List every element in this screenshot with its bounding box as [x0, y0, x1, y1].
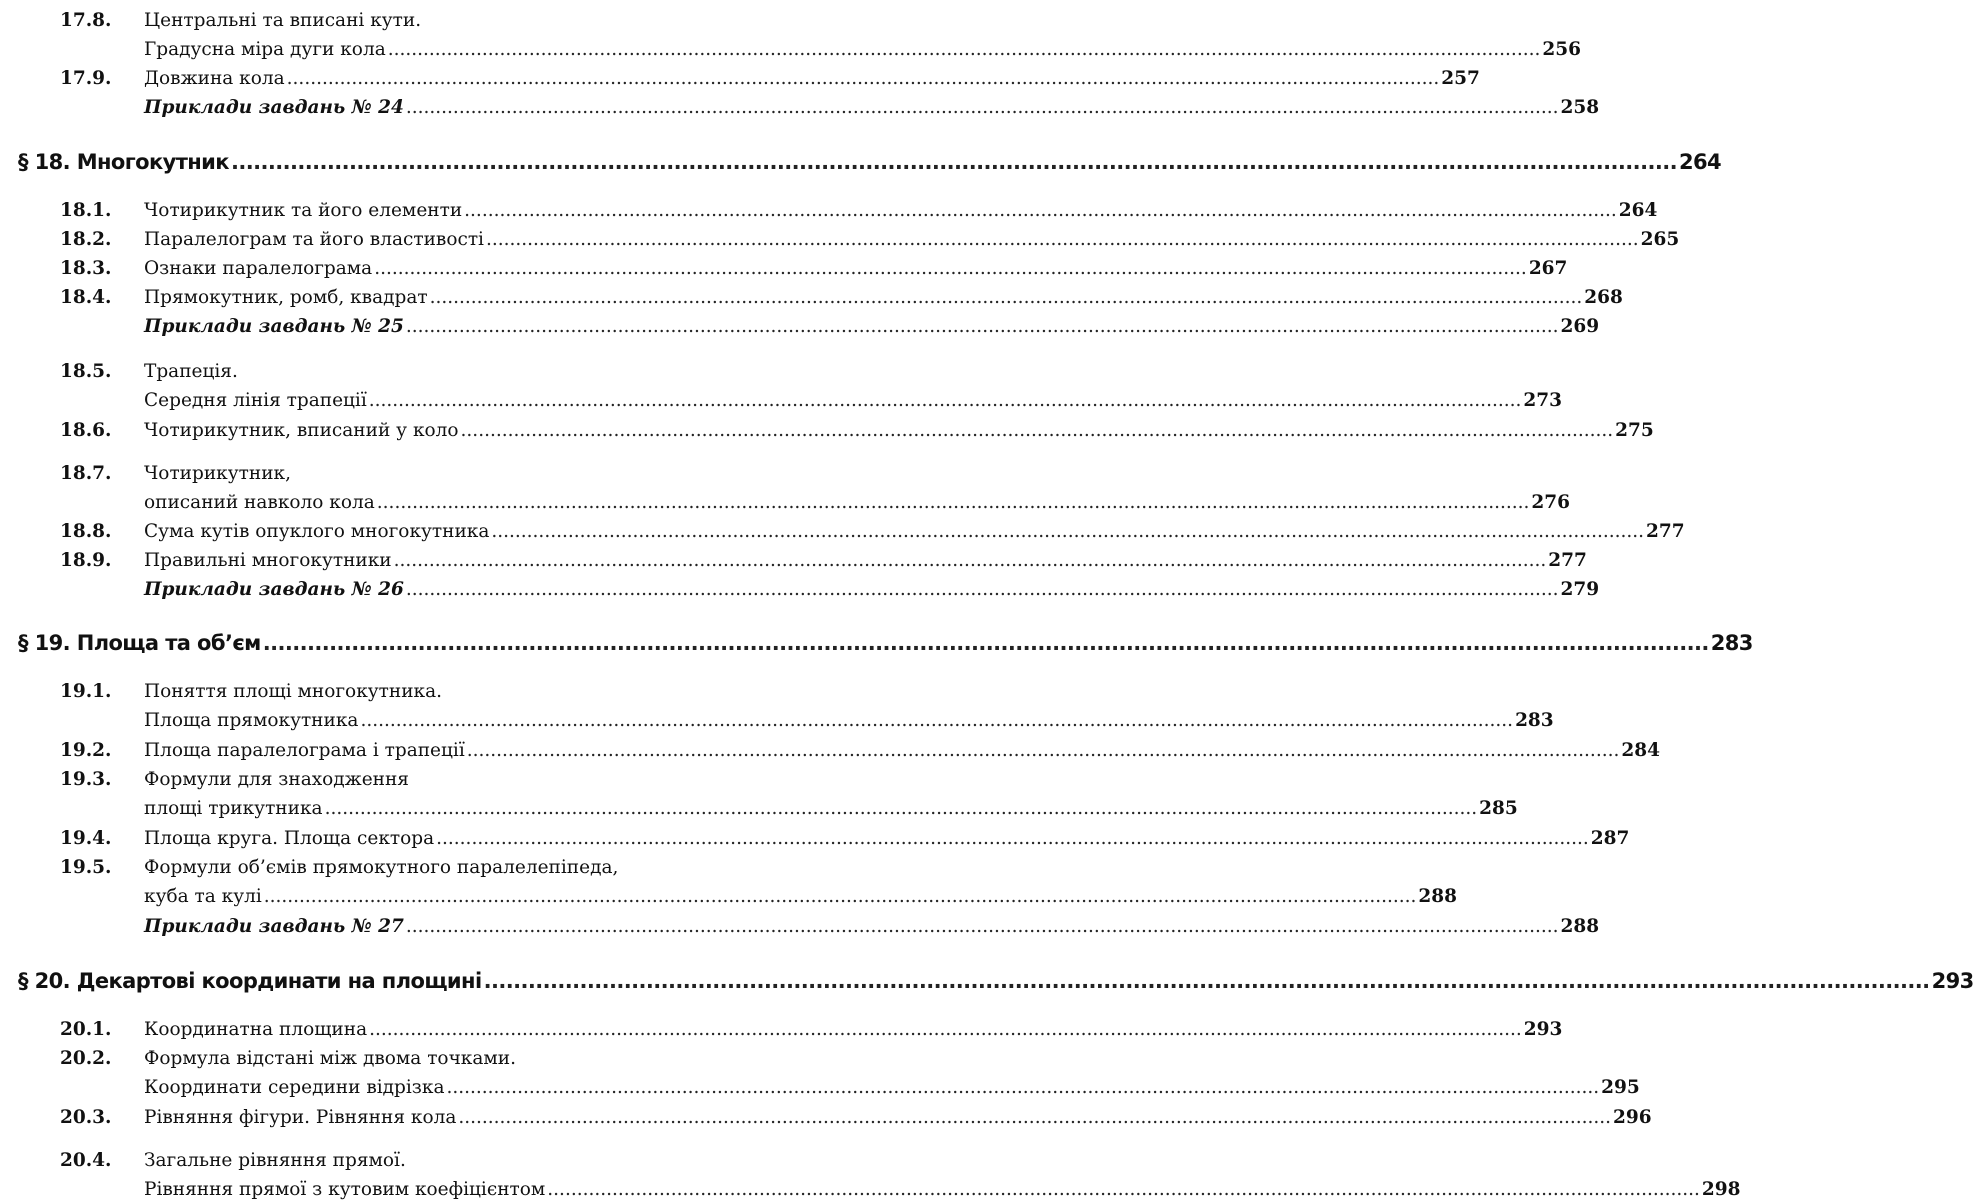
- page-number: 283: [1515, 710, 1554, 731]
- toc-entry[interactable]: [60, 459, 1571, 517]
- entry-number: 19.5.: [60, 857, 112, 878]
- entry-body: [144, 765, 1518, 823]
- entry-body: [144, 853, 1457, 911]
- entry-number: 18.8.: [60, 521, 112, 542]
- page-number: 277: [1548, 550, 1587, 571]
- dot-leader: ....................................................................................................................................................................................................: [376, 492, 1530, 513]
- entry-title: Сума кутів опуклого многокутника: [144, 521, 490, 542]
- entry-number: 19.1.: [60, 681, 112, 702]
- entry-number: 18.7.: [60, 463, 112, 484]
- entry-line: [144, 225, 1680, 254]
- entry-title: Формули об’ємів прямокутного паралелепіпеда,: [144, 857, 619, 878]
- entry-body: [144, 93, 1600, 122]
- entry-body: [144, 824, 1630, 853]
- dot-leader: ....................................................................................................................................................................................................: [460, 420, 1614, 441]
- entry-title-continued: Координати середини відрізка: [144, 1077, 445, 1098]
- entry-line: [144, 882, 1457, 911]
- entry-body: [144, 254, 1568, 283]
- entry-body: [144, 6, 1581, 64]
- entry-line: [144, 312, 1600, 341]
- entry-body: [144, 1044, 1640, 1102]
- entry-title: Приклади завдань № 25: [144, 316, 404, 337]
- entry-number: 20.4.: [60, 1150, 112, 1171]
- examples-entry[interactable]: [60, 912, 1600, 941]
- entry-title-continued: Градусна міра дуги кола: [144, 39, 386, 60]
- entry-line: [144, 64, 1480, 93]
- entry-body: [144, 575, 1600, 604]
- entry-line: [144, 1073, 1640, 1102]
- toc-entry[interactable]: [60, 64, 1480, 93]
- entry-title: Формули для знаходження: [144, 769, 409, 790]
- examples-entry[interactable]: [60, 312, 1600, 341]
- entry-body: [144, 459, 1571, 517]
- entry-body: [144, 517, 1685, 546]
- entry-body: [144, 64, 1480, 93]
- entry-body: [144, 546, 1587, 575]
- entry-number: 20.1.: [60, 1019, 112, 1040]
- dot-leader: ....................................................................................................................................................................................................: [324, 798, 1478, 819]
- toc-entry[interactable]: [60, 853, 1457, 911]
- entry-number: 18.4.: [60, 287, 112, 308]
- entry-line: [144, 386, 1562, 415]
- entry-number: 19.3.: [60, 769, 112, 790]
- dot-leader: ....................................................................................................................................................................................................: [429, 287, 1583, 308]
- entry-line: [144, 488, 1571, 517]
- section-heading[interactable]: [18, 969, 1974, 993]
- page-number: 265: [1640, 229, 1680, 250]
- entry-number: 17.8.: [60, 10, 112, 31]
- entry-title-continued: площі трикутника: [144, 798, 323, 819]
- entry-body: [144, 312, 1600, 341]
- toc-entry[interactable]: [60, 225, 1680, 254]
- entry-title: Чотирикутник та його елементи: [144, 200, 463, 221]
- dot-leader: ....................................................................................................................................................................................................: [446, 1077, 1600, 1098]
- entry-line: [144, 283, 1623, 312]
- toc-entry[interactable]: [60, 254, 1568, 283]
- entry-line: [144, 912, 1600, 941]
- entry-line: [144, 416, 1654, 445]
- page-number: 275: [1615, 420, 1654, 441]
- entry-title: Рівняння фігури. Рівняння кола: [144, 1107, 457, 1128]
- entry-number: 20.2.: [60, 1048, 112, 1069]
- entry-body: [144, 416, 1654, 445]
- entry-title: Прямокутник, ромб, квадрат: [144, 287, 428, 308]
- toc-entry[interactable]: [60, 1103, 1652, 1132]
- entry-body: [144, 1103, 1652, 1132]
- page-number: 264: [1678, 150, 1721, 174]
- toc-entry[interactable]: [60, 6, 1581, 64]
- dot-leader: ....................................................................................................................................................................................................: [393, 550, 1547, 571]
- entry-title-continued: Площа прямокутника: [144, 710, 359, 731]
- entry-body: [144, 225, 1680, 254]
- entry-title-continued: Рівняння прямої з кутовим коефіцієнтом: [144, 1179, 546, 1200]
- entry-title-continued: куба та кулі: [144, 886, 262, 907]
- entry-title: Приклади завдань № 27: [144, 916, 404, 937]
- toc-entry[interactable]: [60, 677, 1554, 735]
- entry-title: Ознаки паралелограма: [144, 258, 373, 279]
- entry-line: [144, 459, 782, 488]
- entry-title-continued: описаний навколо кола: [144, 492, 375, 513]
- toc-entry[interactable]: [60, 546, 1587, 575]
- dot-leader: ....................................................................................................................................................................................................: [464, 200, 1617, 221]
- page-number: 279: [1560, 579, 1600, 600]
- entry-number: 19.4.: [60, 828, 112, 849]
- entry-number: 19.2.: [60, 740, 112, 761]
- dot-leader: ....................................................................................................................................................................................................: [491, 521, 1644, 542]
- entry-number: 18.6.: [60, 420, 112, 441]
- examples-entry[interactable]: [60, 93, 1600, 122]
- entry-number: 18.5.: [60, 361, 112, 382]
- toc-entry[interactable]: [60, 416, 1654, 445]
- page-number: 283: [1710, 631, 1753, 655]
- page-number: 264: [1618, 200, 1658, 221]
- entry-title-continued: Середня лінія трапеції: [144, 390, 367, 411]
- section-title: § 19. Площа та об’єм: [18, 631, 261, 655]
- toc-entry[interactable]: [60, 1015, 1563, 1044]
- toc-entry[interactable]: [60, 517, 1685, 546]
- page-number: 287: [1590, 828, 1630, 849]
- section-title: § 20. Декартові координати на площині: [18, 969, 482, 993]
- section-title: § 18. Многокутник: [18, 150, 229, 174]
- page-number: 256: [1542, 39, 1581, 60]
- entry-title: Координатна площина: [144, 1019, 368, 1040]
- page-number: 285: [1479, 798, 1518, 819]
- entry-line: [144, 1044, 782, 1073]
- entry-title: Центральні та вписані кути.: [144, 10, 422, 31]
- toc-entry[interactable]: [60, 1044, 1640, 1102]
- dot-leader: ....................................................................................................................................................................................................: [436, 828, 1589, 849]
- dot-leader: ....................................................................................................................................................................................................: [458, 1107, 1611, 1128]
- entry-number: 18.1.: [60, 200, 112, 221]
- page-number: 293: [1931, 969, 1974, 993]
- entry-line: [144, 575, 1600, 604]
- dot-leader: ....................................................................................................................................................................................................: [405, 579, 1559, 600]
- dot-leader: ....................................................................................................................................................................................................: [263, 886, 1417, 907]
- page-number: 277: [1646, 521, 1685, 542]
- entry-line: [144, 357, 782, 386]
- page-number: 273: [1523, 390, 1562, 411]
- entry-line: [144, 35, 1581, 64]
- entry-title: Чотирикутник, вписаний у коло: [144, 420, 459, 441]
- page-number: 268: [1584, 287, 1623, 308]
- toc-entry[interactable]: [60, 765, 1518, 823]
- entry-body: [144, 736, 1660, 765]
- entry-body: [144, 677, 1554, 735]
- entry-title: Трапеція.: [144, 361, 238, 382]
- entry-number: 18.3.: [60, 258, 112, 279]
- entry-title: Довжина кола: [144, 68, 285, 89]
- dot-leader: ....................................................................................................................................................................................................: [230, 150, 1677, 174]
- page-number: 288: [1560, 916, 1600, 937]
- entry-title: Загальне рівняння прямої.: [144, 1150, 406, 1171]
- entry-title: Правильні многокутники: [144, 550, 392, 571]
- entry-line: [144, 1146, 782, 1175]
- entry-number: 20.3.: [60, 1107, 112, 1128]
- entry-body: [144, 357, 1562, 415]
- dot-leader: ....................................................................................................................................................................................................: [387, 39, 1541, 60]
- entry-title: Площа паралелограма і трапеції: [144, 740, 465, 761]
- dot-leader: ....................................................................................................................................................................................................: [547, 1179, 1700, 1200]
- entry-line: [144, 824, 1630, 853]
- entry-line: [144, 765, 782, 794]
- toc-entry[interactable]: [60, 357, 1562, 415]
- section-heading[interactable]: [18, 150, 1721, 174]
- entry-body: [144, 1015, 1563, 1044]
- entry-body: [144, 912, 1600, 941]
- entry-line: [144, 1015, 1563, 1044]
- dot-leader: ....................................................................................................................................................................................................: [374, 258, 1527, 279]
- entry-line: [144, 794, 1518, 823]
- page-number: 276: [1531, 492, 1571, 513]
- dot-leader: ....................................................................................................................................................................................................: [485, 229, 1639, 250]
- entry-title: Площа круга. Площа сектора: [144, 828, 435, 849]
- entry-line: [144, 254, 1568, 283]
- entry-line: [144, 93, 1600, 122]
- entry-number: 17.9.: [60, 68, 112, 89]
- dot-leader: ....................................................................................................................................................................................................: [483, 969, 1930, 993]
- entry-line: [144, 853, 782, 882]
- page-number: 269: [1560, 316, 1600, 337]
- toc-entry[interactable]: [60, 1146, 1741, 1204]
- dot-leader: ....................................................................................................................................................................................................: [360, 710, 1514, 731]
- page-number: 295: [1601, 1077, 1640, 1098]
- entry-title: Поняття площі многокутника.: [144, 681, 443, 702]
- entry-title: Приклади завдань № 24: [144, 97, 404, 118]
- entry-title: Формула відстані між двома точками.: [144, 1048, 516, 1069]
- dot-leader: ....................................................................................................................................................................................................: [368, 390, 1522, 411]
- entry-body: [144, 1146, 1741, 1204]
- entry-line: [144, 736, 1660, 765]
- entry-line: [144, 6, 782, 35]
- section-heading[interactable]: [18, 631, 1753, 655]
- entry-number: 18.9.: [60, 550, 112, 571]
- entry-line: [144, 1175, 1741, 1204]
- dot-leader: ....................................................................................................................................................................................................: [286, 68, 1440, 89]
- entry-line: [144, 677, 782, 706]
- page-number: 296: [1613, 1107, 1652, 1128]
- page-number: 258: [1560, 97, 1600, 118]
- dot-leader: ....................................................................................................................................................................................................: [466, 740, 1620, 761]
- entry-line: [144, 1103, 1652, 1132]
- entry-title: Паралелограм та його властивості: [144, 229, 484, 250]
- page-number: 288: [1418, 886, 1457, 907]
- entry-line: [144, 706, 1554, 735]
- entry-line: [144, 546, 1587, 575]
- entry-line: [144, 517, 1685, 546]
- dot-leader: ....................................................................................................................................................................................................: [369, 1019, 1522, 1040]
- entry-title: Приклади завдань № 26: [144, 579, 404, 600]
- entry-body: [144, 196, 1658, 225]
- page-number: 298: [1701, 1179, 1741, 1200]
- entry-number: 18.2.: [60, 229, 112, 250]
- toc-entry[interactable]: [60, 196, 1658, 225]
- examples-entry[interactable]: [60, 575, 1600, 604]
- page-number: 267: [1528, 258, 1568, 279]
- toc-entry[interactable]: [60, 824, 1630, 853]
- toc-entry[interactable]: [60, 283, 1623, 312]
- dot-leader: ....................................................................................................................................................................................................: [405, 97, 1559, 118]
- dot-leader: ....................................................................................................................................................................................................: [405, 916, 1559, 937]
- dot-leader: ....................................................................................................................................................................................................: [262, 631, 1709, 655]
- page-number: 257: [1441, 68, 1480, 89]
- entry-line: [144, 196, 1658, 225]
- toc-entry[interactable]: [60, 736, 1660, 765]
- entry-body: [144, 283, 1623, 312]
- dot-leader: ....................................................................................................................................................................................................: [405, 316, 1559, 337]
- page-number: 293: [1523, 1019, 1563, 1040]
- page-number: 284: [1621, 740, 1660, 761]
- entry-title: Чотирикутник,: [144, 463, 291, 484]
